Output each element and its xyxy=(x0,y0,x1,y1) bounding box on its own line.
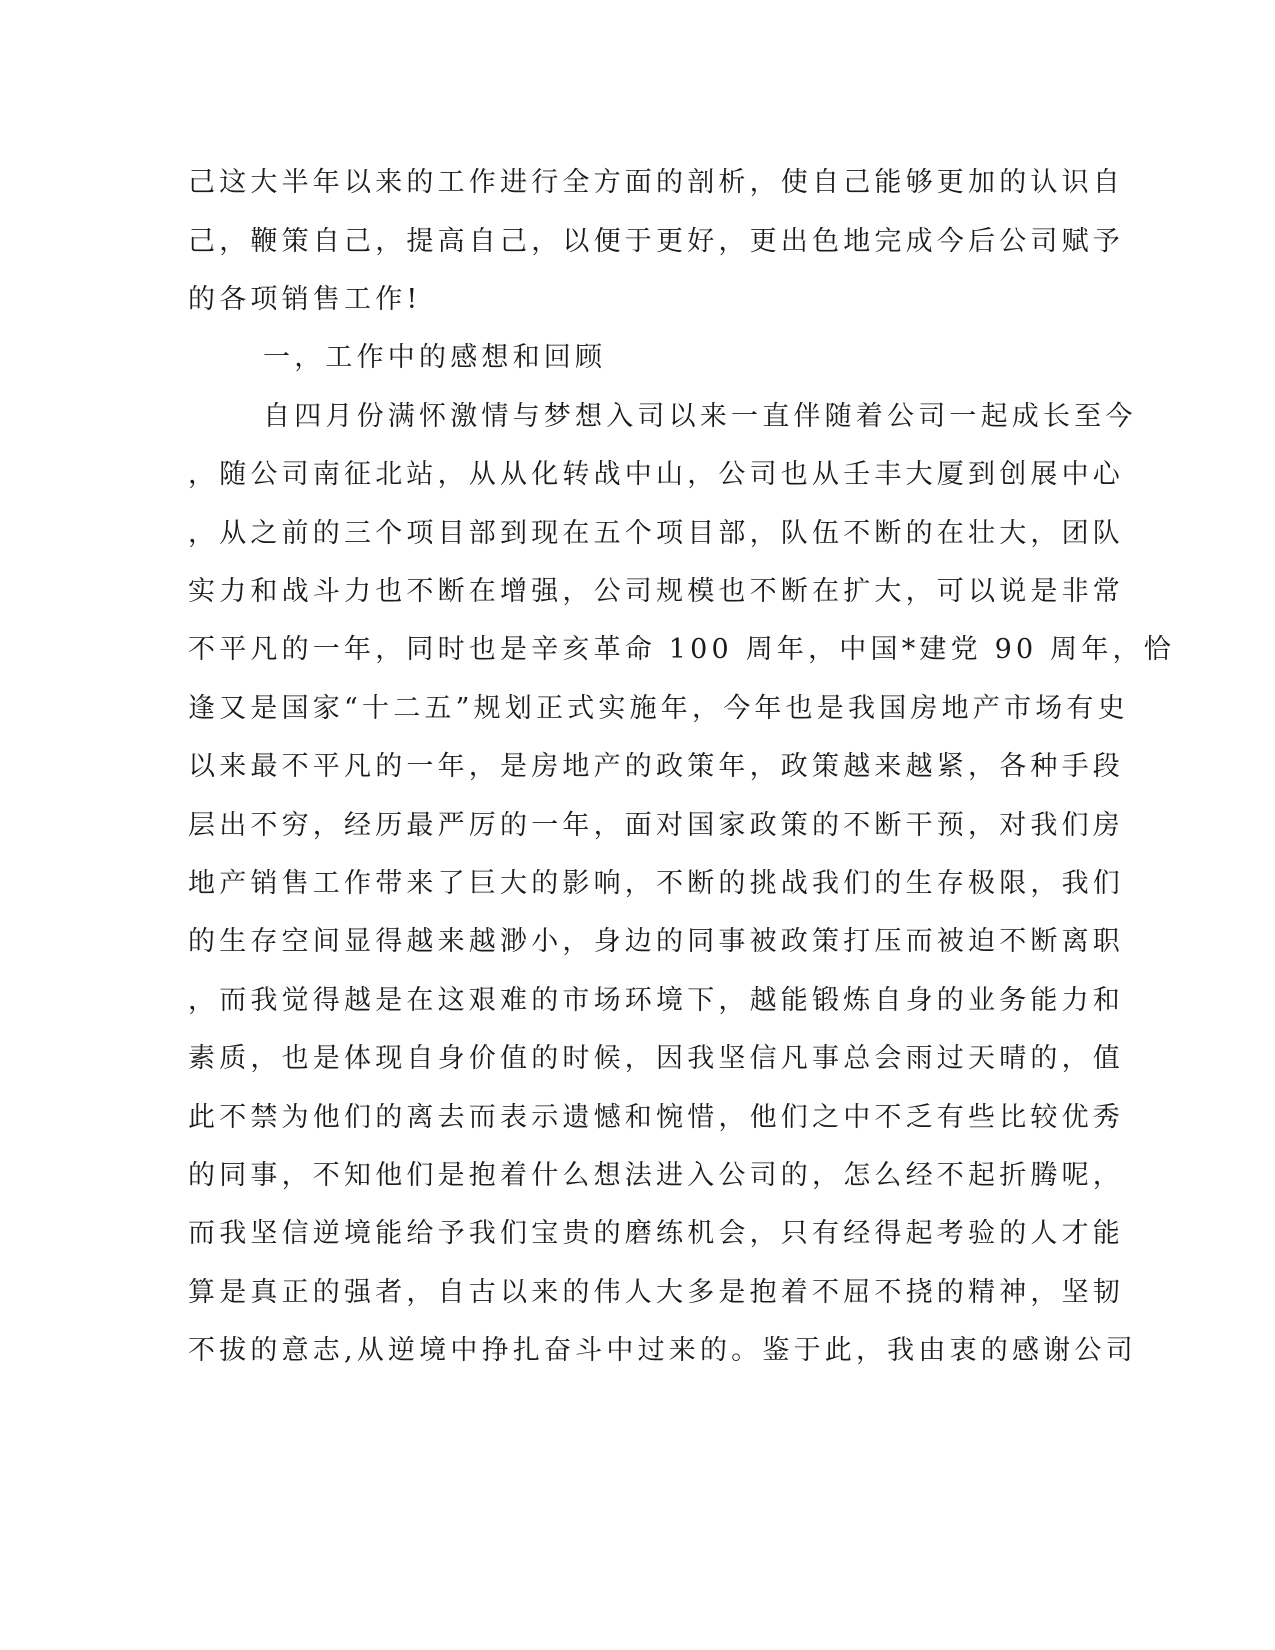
text-line: 此不禁为他们的离去而表示遗憾和惋惜，他们之中不乏有些比较优秀 xyxy=(188,1102,1124,1133)
text-line: 的同事，不知他们是抱着什么想法进入公司的，怎么经不起折腾呢， xyxy=(188,1160,1124,1191)
text-line: 素质，也是体现自身价值的时候，因我坚信凡事总会雨过天晴的，值 xyxy=(188,1043,1124,1074)
text-line: 己，鞭策自己，提高自己，以便于更好，更出色地完成今后公司赋予 xyxy=(188,226,1124,257)
text-line: 层出不穷，经历最严厉的一年，面对国家政策的不断干预，对我们房 xyxy=(188,810,1124,841)
section-heading: 一，工作中的感想和回顾 xyxy=(263,342,607,373)
text-line: 地产销售工作带来了巨大的影响，不断的挑战我们的生存极限，我们 xyxy=(188,868,1124,899)
text-line: ，而我觉得越是在这艰难的市场环境下，越能锻炼自身的业务能力和 xyxy=(188,985,1124,1016)
text-line: 逢又是国家“十二五”规划正式实施年，今年也是我国房地产市场有史 xyxy=(188,693,1129,724)
text-line: 不平凡的一年，同时也是辛亥革命 100 周年，中国*建党 90 周年，恰 xyxy=(188,634,1175,665)
text-line: 实力和战斗力也不断在增强，公司规模也不断在扩大，可以说是非常 xyxy=(188,576,1124,607)
text-line: 而我坚信逆境能给予我们宝贵的磨练机会，只有经得起考验的人才能 xyxy=(188,1218,1124,1249)
text-line: 以来最不平凡的一年，是房地产的政策年，政策越来越紧，各种手段 xyxy=(188,751,1124,782)
text-line: ，随公司南征北站，从从化转战中山，公司也从壬丰大厦到创展中心 xyxy=(188,459,1124,490)
text-line: ，从之前的三个项目部到现在五个项目部，队伍不断的在壮大，团队 xyxy=(188,518,1124,549)
text-line: 的生存空间显得越来越渺小，身边的同事被政策打压而被迫不断离职 xyxy=(188,926,1124,957)
text-line: 自四月份满怀激情与梦想入司以来一直伴随着公司一起成长至今 xyxy=(263,401,1137,432)
text-line: 算是真正的强者，自古以来的伟人大多是抱着不屈不挠的精神，坚韧 xyxy=(188,1277,1124,1308)
text-line: 己这大半年以来的工作进行全方面的剖析，使自己能够更加的认识自 xyxy=(188,167,1124,198)
text-line: 的各项销售工作! xyxy=(188,284,422,315)
text-line: 不拔的意志,从逆境中挣扎奋斗中过来的。鉴于此，我由衷的感谢公司 xyxy=(188,1335,1137,1366)
